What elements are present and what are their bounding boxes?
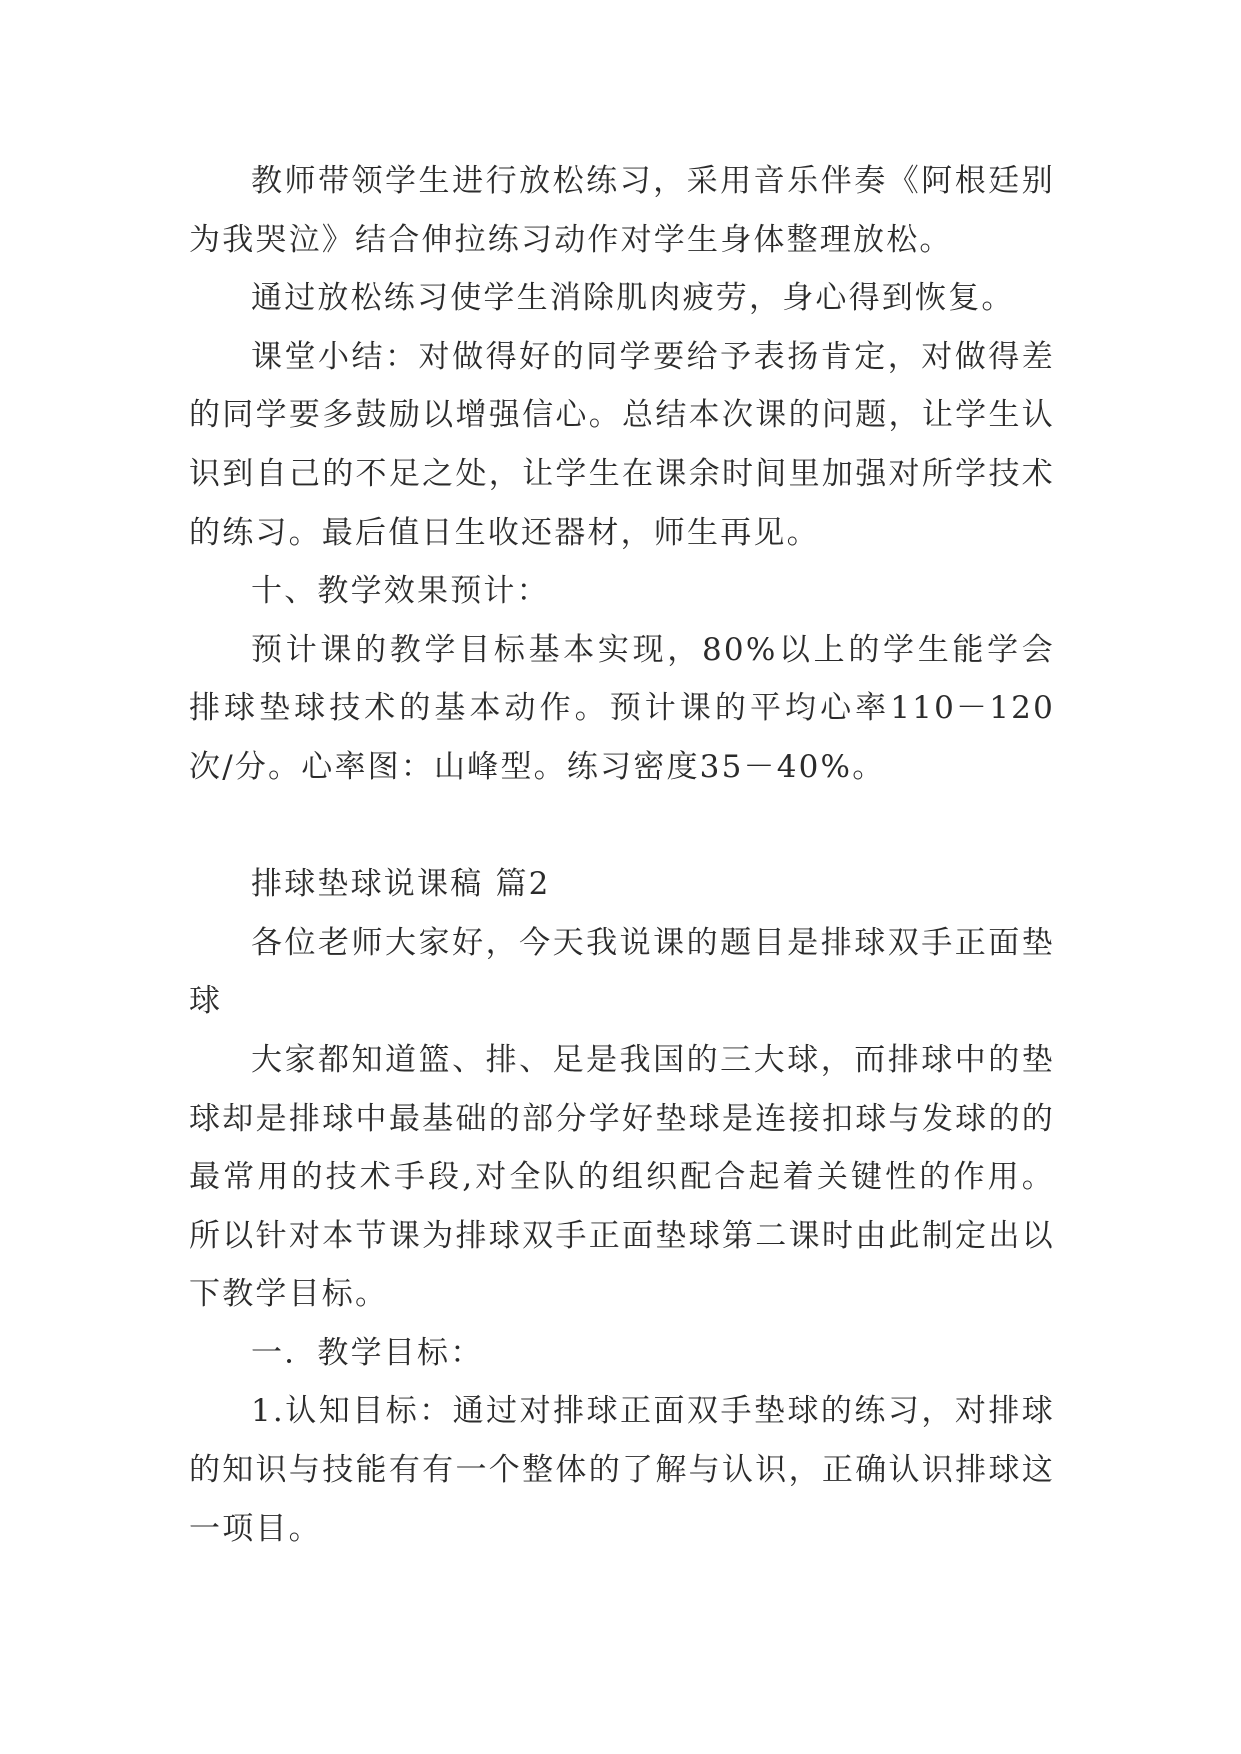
- section-heading-teaching-goals: 一．教学目标：: [251, 1334, 484, 1371]
- blank-line: [189, 797, 1055, 856]
- section-heading-expected-effect: 十、教学效果预计：: [251, 573, 550, 610]
- paragraph-relaxation-exercise: 教师带领学生进行放松练习，采用音乐伴奏《阿根廷别为我哭泣》结合伸拉练习动作对学生身体整理放松。: [189, 163, 1055, 258]
- paragraph-expected-effect: 预计课的教学目标基本实现，80%以上的学生能学会排球垫球技术的基本动作。预计课的平均心率110－120次/分。心率图：山峰型。练习密度35－40%。: [189, 631, 1055, 785]
- article-title: 排球垫球说课稿 篇2: [251, 866, 551, 903]
- paragraph-introduction: 大家都知道篮、排、足是我国的三大球，而排球中的垫球却是排球中最基础的部分学好垫球是连接扣球与发球的的最常用的技术手段,对全队的组织配合起着关键性的作用。所以针对本节课为排球双手正面垫球第二课时由此制定出以下教学目标。: [189, 1041, 1055, 1313]
- paragraph-cognitive-goal: 1.认知目标：通过对排球正面双手垫球的练习，对排球的知识与技能有有一个整体的了解与认识，正确认识排球这一项目。: [189, 1393, 1055, 1547]
- paragraph-class-summary: 课堂小结：对做得好的同学要给予表扬肯定，对做得差的同学要多鼓励以增强信心。总结本次课的问题，让学生认识到自己的不足之处，让学生在课余时间里加强对所学技术的练习。最后值日生收还器材，师生再见。: [189, 338, 1055, 551]
- paragraph-greeting: 各位老师大家好，今天我说课的题目是排球双手正面垫球: [189, 924, 1055, 1020]
- paragraph-relaxation-purpose: 通过放松练习使学生消除肌肉疲劳，身心得到恢复。: [251, 280, 1015, 317]
- document-body: [189, 152, 1055, 1558]
